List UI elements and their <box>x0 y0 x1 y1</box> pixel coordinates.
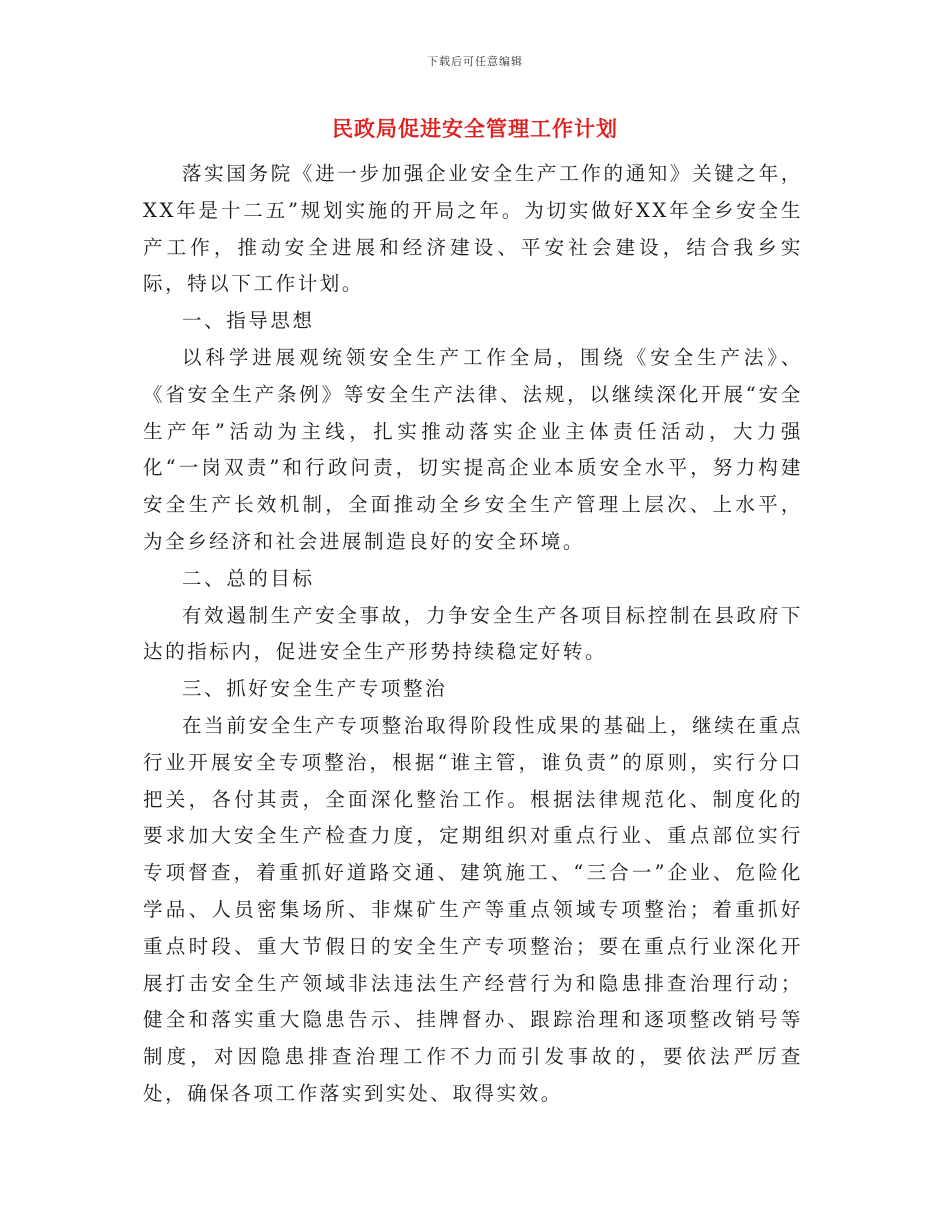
overall-goal-paragraph: 有效遏制生产安全事故，力争安全生产各项目标控制在县政府下达的指标内，促进安全生产形势持续稳定好转。 <box>143 603 803 664</box>
header-note: 下载后可任意编辑 <box>427 55 523 68</box>
section-heading-guiding-ideology: 一、指导思想 <box>182 309 315 333</box>
guiding-ideology-paragraph: 以科学进展观统领安全生产工作全局，围绕《安全生产法》、《省安全生产条例》等安全生产法律、法规，以继续深化开展“安全生产年”活动为主线，扎实推动落实企业主体责任活动，大力强化“一岗双责”和行政问责，切实提高企业本质安全水平，努力构建安全生产长效机制，全面推动全乡安全生产管理上层次、上水平，为全乡经济和社会进展制造良好的安全环境。 <box>143 345 803 553</box>
section-heading-overall-goal: 二、总的目标 <box>182 566 315 590</box>
special-rectification-paragraph: 在当前安全生产专项整治取得阶段性成果的基础上，继续在重点行业开展安全专项整治，根据“谁主管，谁负责”的原则，实行分口把关，各付其责，全面深化整治工作。根据法律规范化、制度化的要求加大安全生产检查力度，定期组织对重点行业、重点部位实行专项督查，着重抓好道路交通、建筑施工、“三合一”企业、危险化学品、人员密集场所、非煤矿生产等重点领域专项整治；着重抓好重点时段、重大节假日的安全生产专项整治；要在重点行业深化开展打击安全生产领域非法违法生产经营行为和隐患排查治理行动；健全和落实重大隐患告示、挂牌督办、跟踪治理和逐项整改销号等制度，对因隐患排查治理工作不力而引发事故的，要依法严厉查处，确保各项工作落实到实处、取得实效。 <box>143 713 803 1105</box>
document-body <box>143 156 803 1113</box>
intro-paragraph: 落实国务院《进一步加强企业安全生产工作的通知》关键之年，XX年是十二五”规划实施的开局之年。为切实做好XX年全乡安全生产工作，推动安全进展和经济建设、平安社会建设，结合我乡实际，特以下工作计划。 <box>143 162 803 296</box>
section-heading-special-rectification: 三、抓好安全生产专项整治 <box>182 677 448 701</box>
document-title: 民政局促进安全管理工作计划 <box>332 117 618 141</box>
